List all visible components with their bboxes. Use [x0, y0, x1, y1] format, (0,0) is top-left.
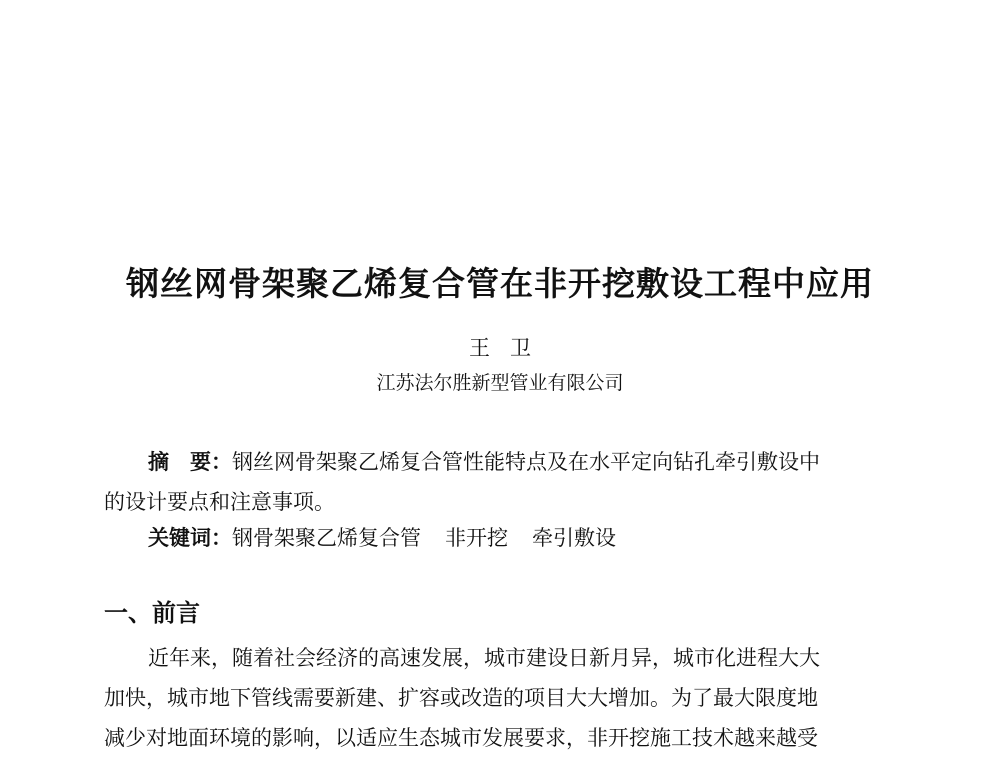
body-line-3: 减少对地面环境的影响，以适应生态城市发展要求，非开挖施工技术越来越受: [104, 726, 818, 750]
author-affiliation: 江苏法尔胜新型管业有限公司: [376, 372, 624, 394]
keyword-3: 牵引敷设: [532, 526, 616, 550]
author-name-part-2: 卫: [510, 336, 531, 360]
section-heading: 一、前言: [104, 599, 200, 627]
keywords-label: 关键词：: [148, 526, 232, 550]
author-name-part-1: 王: [469, 336, 490, 360]
abstract-label: 摘 要：: [148, 450, 232, 474]
abstract-text-line-1: 钢丝网骨架聚乙烯复合管性能特点及在水平定向钻孔牵引敷设中: [232, 450, 820, 474]
abstract-first-line: [104, 442, 890, 482]
keyword-1: 钢骨架聚乙烯复合管: [232, 526, 421, 550]
body-line-1: 近年来，随着社会经济的高速发展，城市建设日新月异，城市化进程大大: [148, 646, 820, 670]
abstract-text-line-2: 的设计要点和注意事项。: [104, 490, 335, 514]
paper-title: 钢丝网骨架聚乙烯复合管在非开挖敷设工程中应用: [126, 264, 874, 303]
section-body: [104, 638, 890, 758]
body-line-2: 加快，城市地下管线需要新建、扩容或改造的项目大大增加。为了最大限度地: [104, 686, 818, 710]
keywords: [104, 519, 934, 557]
author-name: [0, 333, 1000, 363]
abstract: [104, 442, 890, 522]
keyword-2: 非开挖: [445, 526, 508, 550]
